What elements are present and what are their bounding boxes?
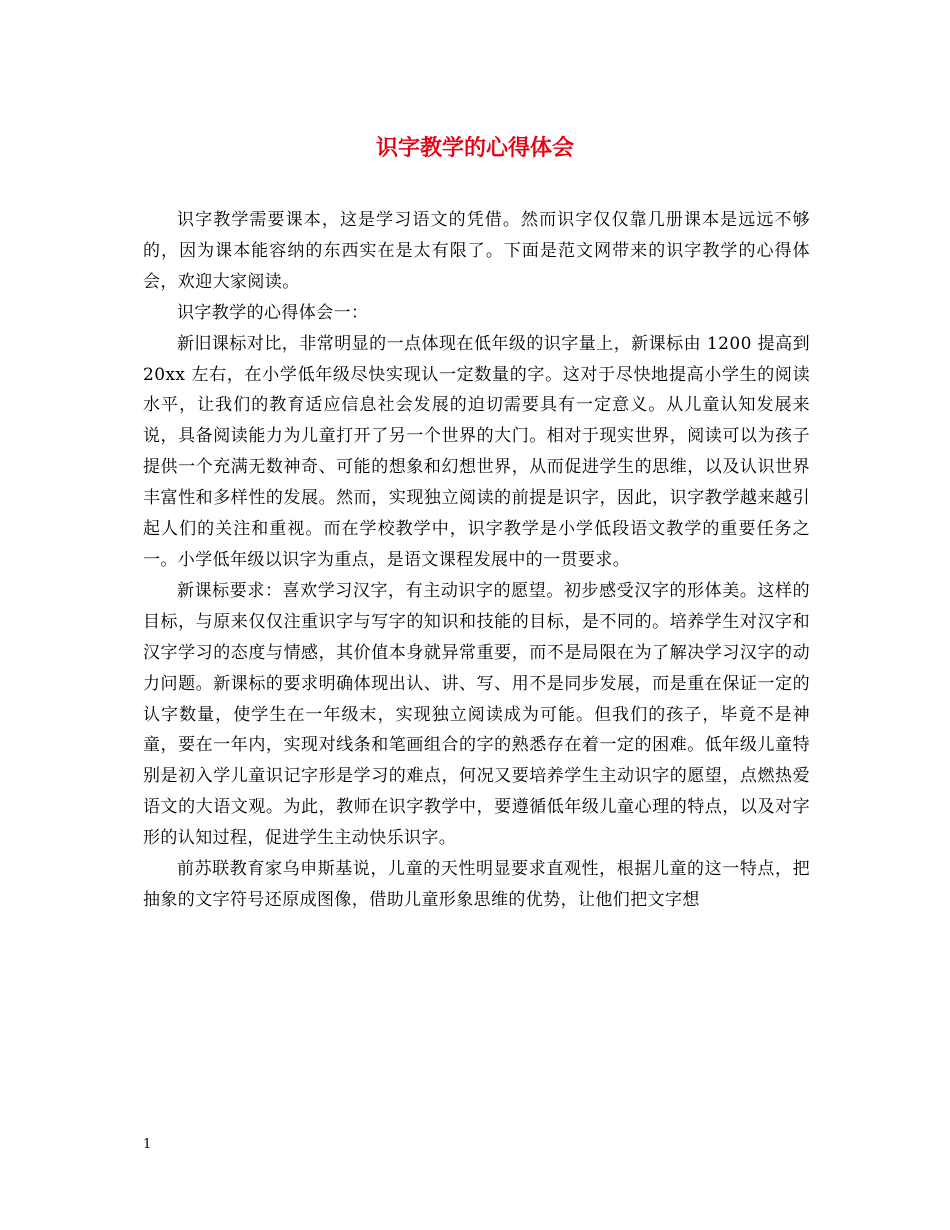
paragraph-intro: 识字教学需要课本，这是学习语文的凭借。然而识字仅仅靠几册课本是远远不够的，因为课本能容纳的东西实在是太有限了。下面是范文网带来的识字教学的心得体会，欢迎大家阅读。 bbox=[143, 210, 810, 292]
paragraph-ushinsky: 前苏联教育家乌申斯基说，儿童的天性明显要求直观性，根据儿童的这一特点，把抽象的文字符号还原成图像，借助儿童形象思维的优势，让他们把文字想 bbox=[143, 859, 810, 910]
paragraph-section-heading: 识字教学的心得体会一： bbox=[177, 302, 369, 323]
paragraph-new-standard-requirements: 新课标要求：喜欢学习汉字，有主动识字的愿望。初步感受汉字的形体美。这样的目标，与原来仅仅注重识字与写字的知识和技能的目标，是不同的。培养学生对汉字和汉字学习的态度与情感，其价值本身就异常重要，而不是局限在为了解决学习汉字的动力问题。新课标的要求明确体现出认、讲、写、用不是同步发展，而是重在保证一定的认字数量，使学生在一年级末，实现独立阅读成为可能。但我们的孩子，毕竟不是神童，要在一年内，实现对线条和笔画组合的字的熟悉存在着一定的困难。低年级儿童特别是初入学儿童识记字形是学习的难点，何况又要培养学生主动识字的愿望，点燃热爱语文的大语文观。为此，教师在识字教学中，要遵循低年级儿童心理的特点，以及对字形的认知过程，促进学生主动快乐识字。 bbox=[143, 580, 810, 849]
document-body bbox=[143, 205, 810, 916]
paragraph-curriculum-comparison: 新旧课标对比，非常明显的一点体现在低年级的识字量上，新课标由 1200 提高到 20xx 左右，在小学低年级尽快实现认一定数量的字。这对于尽快地提高小学生的阅读水平，让我们的教育适应信息社会发展的迫切需要具有一定意义。从儿童认知发展来说，具备阅读能力为儿童打开了另一个世界的大门。相对于现实世界，阅读可以为孩子提供一个充满无数神奇、可能的想象和幻想世界，从而促进学生的思维，以及认识世界丰富性和多样性的发展。然而，实现独立阅读的前提是识字，因此，识字教学越来越引起人们的关注和重视。而在学校教学中，识字教学是小学低段语文教学的重要任务之一。小学低年级以识字为重点，是语文课程发展中的一贯要求。 bbox=[143, 333, 810, 570]
page-number: 1 bbox=[143, 1137, 152, 1152]
document-title: 识字教学的心得体会 bbox=[375, 135, 574, 161]
